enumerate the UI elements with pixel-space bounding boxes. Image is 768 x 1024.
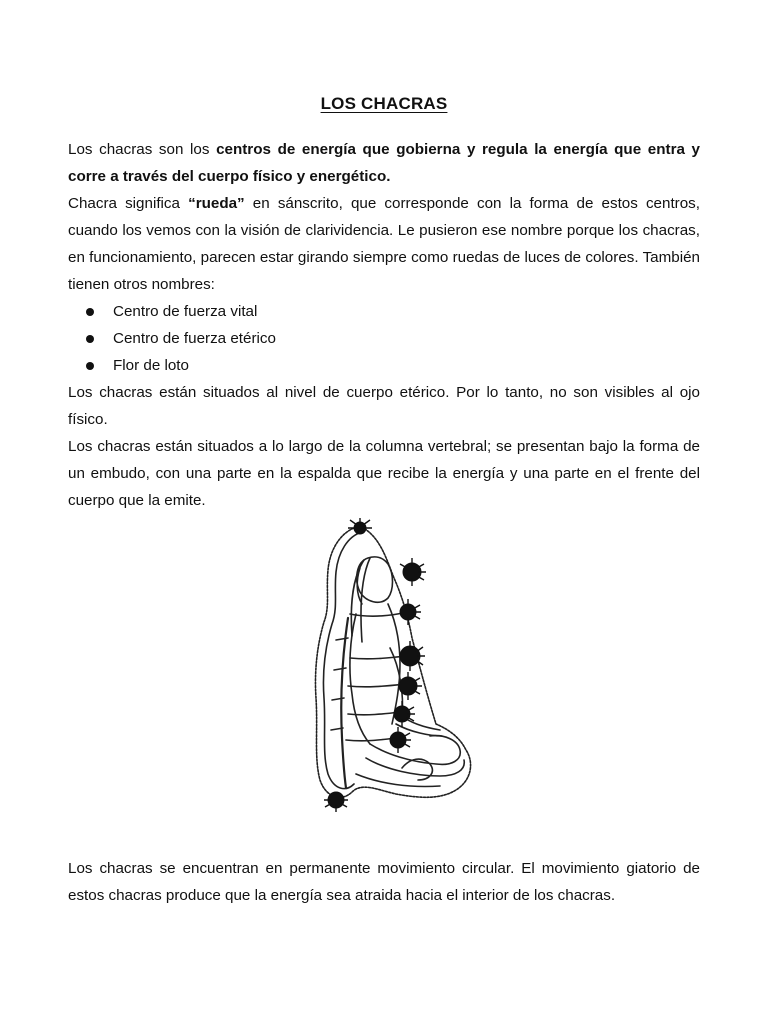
closing-section [68,855,700,909]
list-item [68,325,700,352]
page-title: LOS CHACRAS [320,94,448,113]
names-list [68,298,700,379]
paragraph-movement: Los chacras se encuentran en permanente movimiento circular. El movimiento giatorio de estos chacras produce que la energía sea atraida hacia el interior de los chacras. [68,860,700,904]
bullet-icon [86,335,94,343]
list-item [68,298,700,325]
main-body [68,136,700,514]
paragraph-meaning-lead: Chacra significa [68,195,189,212]
paragraph-meaning-bold: “rueda” [188,195,245,212]
list-item-label: Centro de fuerza etérico [113,330,276,347]
list-item [68,352,700,379]
paragraph-definition-bold: centros de energía que gobierna y regula la energía que entra y corre a través del cuerpo físico y energético. [68,141,700,185]
paragraph-definition-lead: Los chacras son los [68,141,217,158]
paragraph-meaning-rest: en sánscrito, que corresponde con la forma de estos centros, cuando los vemos con la visión de clarividencia. Le pusieron ese nombre porque los chacras, en funcionamiento, parecen estar girando siempre como ruedas de luces de colores. También tienen otros nombres: [68,195,700,293]
list-item-label: Centro de fuerza vital [113,303,258,320]
paragraph-definition [68,136,700,190]
paragraph-location: Los chacras están situados a lo largo de la columna vertebral; se presentan bajo la forma de un embudo, con una parte en la espalda que recibe la energía y una parte en el frente del cuerpo que la emite. [68,438,700,509]
paragraph-etheric: Los chacras están situados al nivel de cuerpo etérico. Por lo tanto, no son visibles al ojo físico. [68,384,700,428]
list-item-label: Flor de loto [113,357,189,374]
bullet-icon [86,308,94,316]
paragraph-meaning [68,190,700,298]
chakra-figure-illustration [290,518,476,812]
bullet-icon [86,362,94,370]
